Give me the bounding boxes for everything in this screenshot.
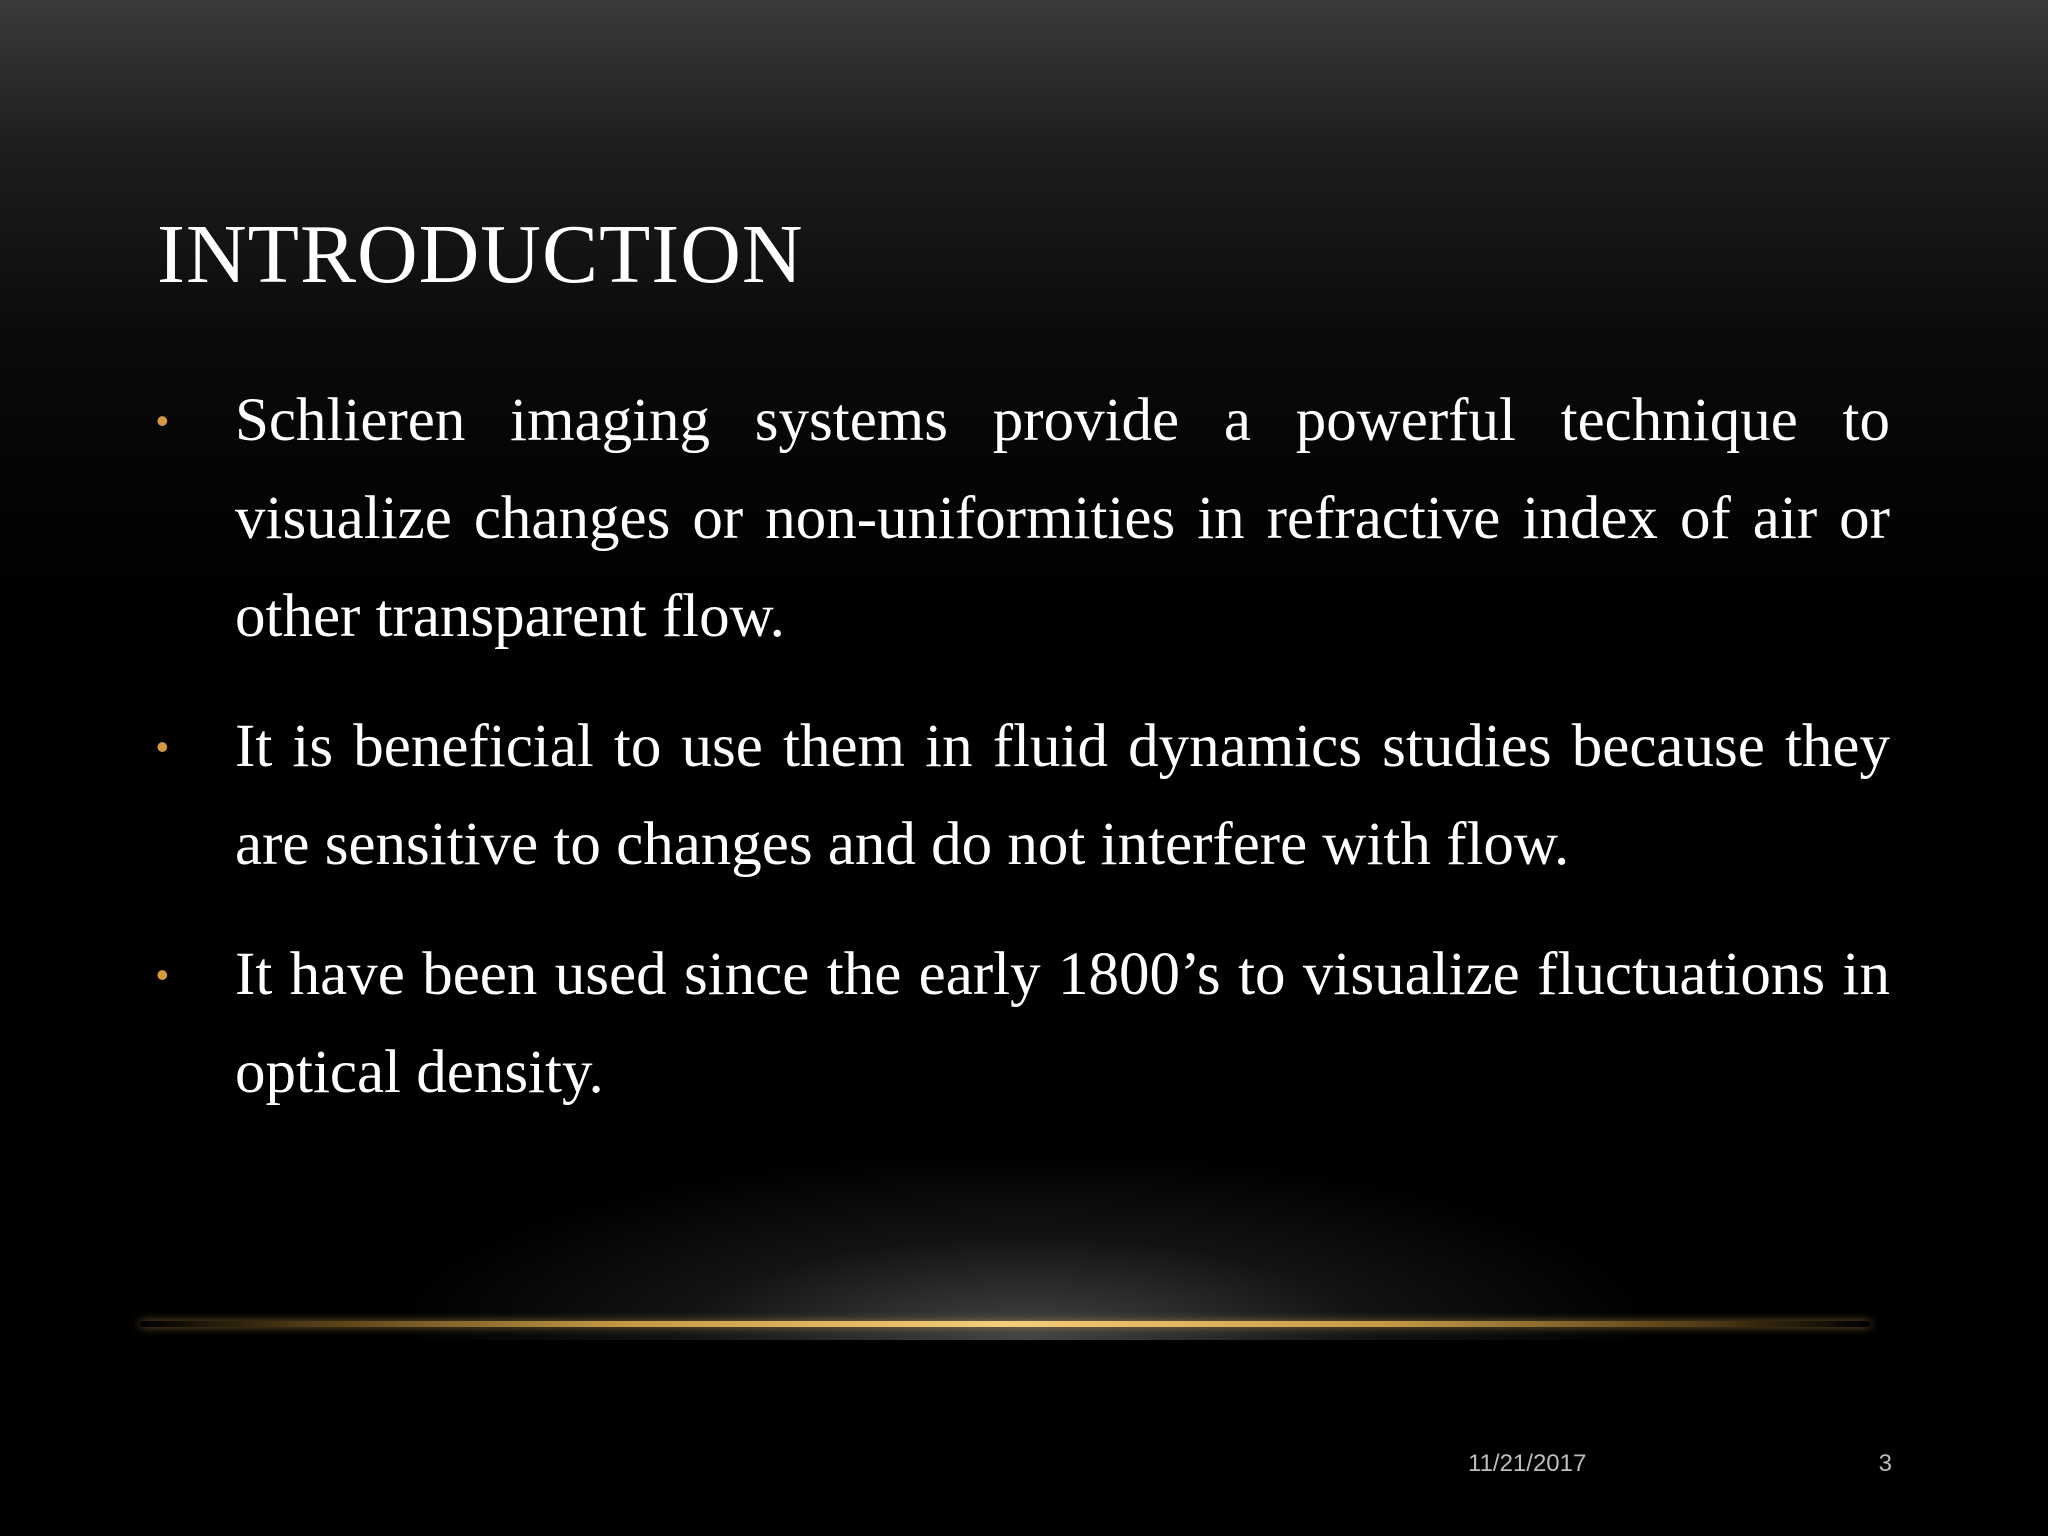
bullet-text: Schlieren imaging systems provide a powerful technique to visualize changes or non-uniformities in refractive index of air or other transparent flow. — [235, 387, 1890, 650]
bullet-text: It is beneficial to use them in fluid dynamics studies because they are sensitive to changes and do not interfere with flow. — [235, 713, 1890, 878]
decorative-glow — [380, 1150, 1670, 1340]
gold-divider-line — [140, 1321, 1870, 1327]
bullet-text: It have been used since the early 1800’s to visualize fluctuations in optical density. — [235, 941, 1890, 1106]
bullet-item — [150, 372, 1890, 666]
slide-number: 3 — [1878, 1450, 1892, 1477]
footer-date: 11/21/2017 — [1468, 1450, 1587, 1477]
bullet-dot-icon: • — [156, 954, 169, 995]
bullet-list — [150, 372, 1890, 1154]
bullet-item — [150, 926, 1890, 1122]
bullet-item — [150, 698, 1890, 894]
bullet-dot-icon: • — [156, 400, 169, 441]
slide-title: INTRODUCTION — [157, 208, 804, 301]
bullet-dot-icon: • — [156, 726, 169, 767]
